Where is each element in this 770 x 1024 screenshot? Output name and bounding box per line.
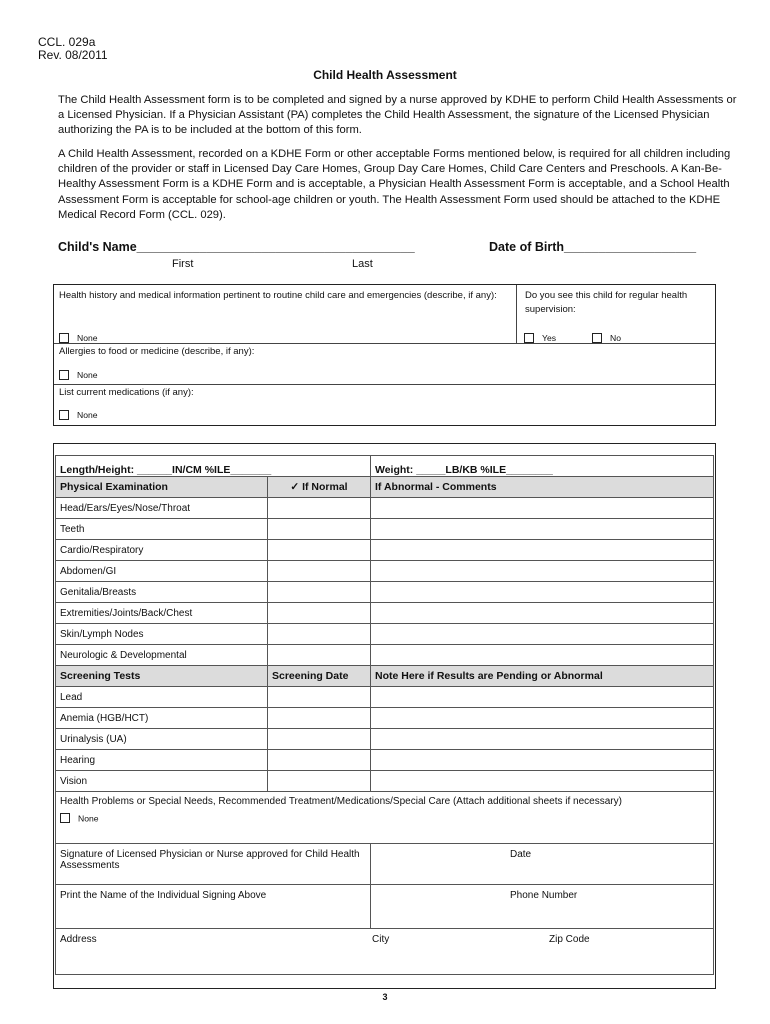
physical-exam-row (56, 561, 714, 582)
intro-paragraph-2: A Child Health Assessment, recorded on a KDHE Form or other acceptable Forms mentioned below, is required for all children including children of the provider or staff in Licensed Day Care Homes, Group Day Care Homes, Child Care Centers and Preschools. A Kan-Be-Healthy Assessment Form is a KDHE Form and is acceptable, a Physician Health Assessment Form is acceptable, and a School Health Assessment Form is acceptable for school-age children or youth. The Health Assessment Form used should be attached to the KDHE Medical Record Form (CCL. 029). (58, 148, 731, 221)
entry-cell[interactable] (268, 540, 371, 561)
health-history-label: Health history and medical information pertinent to routine child care and emergencies (describe, if any): (59, 290, 497, 301)
screening-row (56, 729, 714, 750)
if-normal-header: ✓ If Normal (268, 477, 371, 498)
if-abnormal-header: If Abnormal - Comments (371, 477, 714, 498)
medications-label: List current medications (if any): (59, 387, 194, 398)
entry-cell[interactable] (268, 708, 371, 729)
health-problems-label: Health Problems or Special Needs, Recommended Treatment/Medications/Special Care (Attach additional sheets if necessary) (60, 796, 622, 807)
none-checkbox[interactable] (59, 370, 69, 380)
comment-cell[interactable] (371, 729, 714, 750)
entry-cell[interactable] (268, 603, 371, 624)
health-problems-cell[interactable] (56, 792, 714, 844)
address-field[interactable] (56, 929, 714, 975)
entry-cell[interactable] (268, 519, 371, 540)
row-label: Hearing (56, 750, 268, 771)
child-name-field[interactable]: Child's Name________________________________________ (58, 240, 415, 254)
form-header (38, 36, 108, 62)
first-name-caption: First (172, 258, 194, 270)
comment-cell[interactable] (371, 498, 714, 519)
row-label: Vision (56, 771, 268, 792)
phone-field[interactable]: Phone Number (371, 885, 714, 929)
entry-cell[interactable] (268, 771, 371, 792)
entry-cell[interactable] (268, 645, 371, 666)
physical-exam-row (56, 624, 714, 645)
row-label: Head/Ears/Eyes/Nose/Throat (56, 498, 268, 519)
entry-cell[interactable] (268, 750, 371, 771)
physical-exam-rows (56, 498, 714, 666)
medications-none[interactable]: None (59, 406, 98, 424)
date-of-birth-field[interactable]: Date of Birth___________________ (489, 240, 697, 254)
screening-row (56, 771, 714, 792)
row-label: Genitalia/Breasts (56, 582, 268, 603)
page-title: Child Health Assessment (313, 68, 457, 82)
screening-row (56, 750, 714, 771)
screening-row (56, 687, 714, 708)
comment-cell[interactable] (371, 561, 714, 582)
health-history-box (53, 284, 716, 426)
signature-field[interactable]: Signature of Licensed Physician or Nurse approved for Child Health Assessments (56, 844, 371, 885)
supervision-label: Do you see this child for regular health supervision: (525, 290, 688, 315)
comment-cell[interactable] (371, 687, 714, 708)
allergies-none[interactable]: None (59, 366, 98, 384)
physical-exam-row (56, 582, 714, 603)
row-label: Cardio/Respiratory (56, 540, 268, 561)
yes-checkbox[interactable] (524, 333, 534, 343)
screening-note-header: Note Here if Results are Pending or Abnormal (371, 666, 714, 687)
row-label: Lead (56, 687, 268, 708)
none-checkbox[interactable] (60, 813, 70, 823)
physical-exam-row (56, 519, 714, 540)
entry-cell[interactable] (268, 624, 371, 645)
entry-cell[interactable] (268, 582, 371, 603)
last-name-caption: Last (352, 258, 373, 270)
city-label: City (372, 934, 390, 945)
physical-exam-row (56, 603, 714, 624)
entry-cell[interactable] (268, 729, 371, 750)
row-label: Skin/Lymph Nodes (56, 624, 268, 645)
screening-row (56, 708, 714, 729)
row-label: Neurologic & Developmental (56, 645, 268, 666)
entry-cell[interactable] (268, 687, 371, 708)
no-checkbox[interactable] (592, 333, 602, 343)
page-number: 3 (382, 992, 388, 1002)
health-history-none[interactable]: None (59, 329, 98, 347)
none-checkbox[interactable] (59, 410, 69, 420)
allergies-label: Allergies to food or medicine (describe, if any): (59, 346, 255, 357)
address-label: Address (60, 934, 97, 945)
comment-cell[interactable] (371, 540, 714, 561)
physical-exam-row (56, 498, 714, 519)
none-checkbox[interactable] (59, 333, 69, 343)
supervision-yes[interactable]: Yes (524, 329, 556, 347)
physical-exam-header: Physical Examination (56, 477, 268, 498)
row-label: Extremities/Joints/Back/Chest (56, 603, 268, 624)
entry-cell[interactable] (268, 561, 371, 582)
health-problems-none[interactable]: None (60, 813, 709, 824)
row-label: Teeth (56, 519, 268, 540)
row-label: Urinalysis (UA) (56, 729, 268, 750)
screening-tests-header: Screening Tests (56, 666, 268, 687)
zip-label: Zip Code (549, 934, 590, 945)
comment-cell[interactable] (371, 771, 714, 792)
date-field[interactable]: Date (371, 844, 714, 885)
comment-cell[interactable] (371, 582, 714, 603)
revision-date: Rev. 08/2011 (38, 48, 108, 62)
physical-exam-row (56, 645, 714, 666)
comment-cell[interactable] (371, 624, 714, 645)
comment-cell[interactable] (371, 708, 714, 729)
form-code: CCL. 029a (38, 35, 96, 49)
exam-table (55, 455, 714, 975)
screening-rows (56, 687, 714, 792)
supervision-no[interactable]: No (592, 329, 621, 347)
comment-cell[interactable] (371, 603, 714, 624)
comment-cell[interactable] (371, 750, 714, 771)
screening-date-header: Screening Date (268, 666, 371, 687)
length-height-field[interactable]: Length/Height: ______IN/CM %ILE_______ (56, 456, 371, 477)
intro-paragraph-1: The Child Health Assessment form is to be completed and signed by a nurse approved by KDHE to perform Child Health Assessments or a Licensed Physician. If a Physician Assistant (PA) completes the Child Health Assessment, the signature of the Licensed Physician authorizing the PA is to be included at the bottom of this form. (58, 94, 737, 137)
row-label: Anemia (HGB/HCT) (56, 708, 268, 729)
comment-cell[interactable] (371, 645, 714, 666)
weight-field[interactable]: Weight: _____LB/KB %ILE________ (371, 456, 714, 477)
comment-cell[interactable] (371, 519, 714, 540)
entry-cell[interactable] (268, 498, 371, 519)
print-name-field[interactable]: Print the Name of the Individual Signing Above (56, 885, 371, 929)
physical-exam-row (56, 540, 714, 561)
row-label: Abdomen/GI (56, 561, 268, 582)
